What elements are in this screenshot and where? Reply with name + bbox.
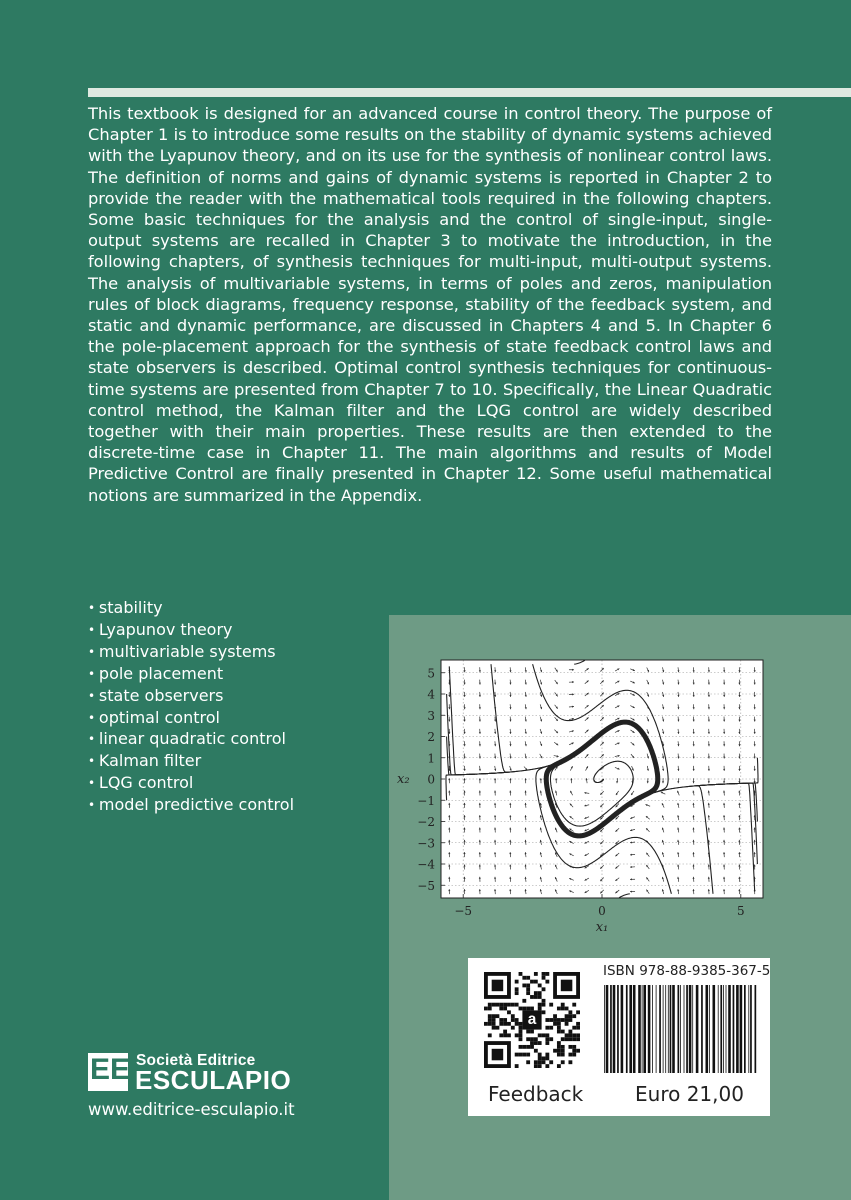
qr-module — [538, 1064, 542, 1068]
qr-module — [503, 1033, 507, 1037]
qr-module — [492, 1003, 496, 1007]
qr-module — [557, 1018, 561, 1022]
qr-module — [522, 984, 526, 988]
barcode-bar — [736, 985, 739, 1073]
barcode-bar — [733, 985, 735, 1073]
barcode-bar — [638, 985, 641, 1073]
qr-module — [488, 1022, 492, 1026]
qr-module — [492, 1018, 496, 1022]
barcode-bar — [665, 985, 666, 1073]
qr-module — [542, 1060, 546, 1064]
barcode-bar — [643, 985, 646, 1073]
qr-module — [572, 1053, 576, 1057]
barcode-bar — [684, 985, 685, 1073]
barcode-bar — [755, 985, 757, 1073]
qr-module — [568, 1033, 572, 1037]
x-tick-label: 5 — [736, 904, 745, 918]
barcode-bar — [652, 985, 653, 1073]
qr-module — [545, 1033, 549, 1037]
qr-module — [526, 976, 530, 980]
qr-module — [484, 1007, 488, 1011]
qr-module — [557, 1041, 561, 1045]
qr-module — [530, 1007, 534, 1011]
qr-module — [545, 1041, 549, 1045]
barcode-bar — [713, 985, 716, 1073]
qr-code[interactable] — [484, 972, 580, 1068]
publisher-name-line2: ESCULAPIO — [135, 1065, 292, 1095]
barcode-bar — [748, 985, 749, 1073]
qr-module — [507, 1022, 511, 1026]
qr-module — [565, 1022, 569, 1026]
keyword-item: • linear quadratic control — [88, 729, 294, 751]
qr-module — [538, 1003, 542, 1007]
qr-module — [568, 1060, 572, 1064]
qr-module — [553, 1049, 557, 1053]
qr-module — [499, 1007, 503, 1011]
qr-module — [511, 1026, 515, 1030]
qr-module — [561, 1060, 565, 1064]
barcode-bar — [696, 985, 699, 1073]
qr-module — [576, 1026, 580, 1030]
barcode-bar — [689, 985, 692, 1073]
keyword-item: • multivariable systems — [88, 642, 294, 664]
qr-module — [561, 1018, 565, 1022]
publisher-logo — [88, 1053, 298, 1093]
barcode-bar — [701, 985, 703, 1073]
barcode-bar — [750, 985, 752, 1073]
qr-module — [499, 1022, 503, 1026]
y-tick-label: −4 — [417, 857, 435, 872]
x-tick-label: −5 — [454, 904, 473, 918]
qr-module — [538, 995, 542, 999]
qr-module — [515, 987, 519, 991]
barcode-bar — [740, 985, 743, 1073]
keyword-list — [88, 598, 294, 817]
qr-module — [576, 1010, 580, 1014]
qr-module — [538, 1033, 542, 1037]
publisher-mark-letters: EE — [90, 1053, 131, 1086]
qr-module — [565, 1033, 569, 1037]
qr-module — [572, 1033, 576, 1037]
qr-module — [561, 1030, 565, 1034]
qr-module — [530, 1037, 534, 1041]
y-tick-label: −1 — [417, 793, 435, 808]
qr-module — [572, 1003, 576, 1007]
qr-module — [561, 1003, 565, 1007]
barcode-bar — [709, 985, 710, 1073]
qr-module — [553, 1018, 557, 1022]
qr-module — [549, 1060, 553, 1064]
y-tick-label: 3 — [427, 708, 435, 723]
qr-module — [507, 1033, 511, 1037]
keyword-item: • model predictive control — [88, 795, 294, 817]
qr-module — [492, 1026, 496, 1030]
qr-module — [515, 1018, 519, 1022]
qr-module — [561, 1037, 565, 1041]
qr-module — [488, 1003, 492, 1007]
barcode-bar — [744, 985, 746, 1073]
qr-module — [576, 1033, 580, 1037]
qr-module — [511, 1014, 515, 1018]
qr-module — [534, 1060, 538, 1064]
qr-module — [568, 1053, 572, 1057]
qr-module — [572, 1045, 576, 1049]
qr-module — [545, 980, 549, 984]
qr-module — [519, 1053, 523, 1057]
qr-module — [568, 1037, 572, 1041]
phase-portrait-plot — [389, 648, 809, 938]
qr-module — [503, 1022, 507, 1026]
qr-module — [545, 1056, 549, 1060]
qr-module — [526, 1030, 530, 1034]
qr-module — [526, 1060, 530, 1064]
keyword-item: • state observers — [88, 686, 294, 708]
qr-module — [499, 1033, 503, 1037]
barcode-bar — [692, 985, 693, 1073]
qr-module — [488, 1007, 492, 1011]
qr-module — [557, 1007, 561, 1011]
qr-module — [565, 1037, 569, 1041]
qr-module — [549, 1026, 553, 1030]
barcode-bar — [648, 985, 651, 1073]
qr-module — [542, 1033, 546, 1037]
qr-module — [568, 1030, 572, 1034]
qr-module — [545, 1018, 549, 1022]
qr-module — [534, 991, 538, 995]
top-stripe — [88, 88, 851, 97]
qr-module — [526, 987, 530, 991]
qr-module — [538, 984, 542, 988]
qr-module — [511, 1018, 515, 1022]
qr-module — [515, 1022, 519, 1026]
barcode-bar — [626, 985, 628, 1073]
qr-module — [572, 1037, 576, 1041]
qr-module — [503, 1003, 507, 1007]
qr-module — [526, 984, 530, 988]
qr-module — [484, 1022, 488, 1026]
qr-module — [530, 1041, 534, 1045]
barcode-bar — [629, 985, 632, 1073]
qr-module — [565, 1007, 569, 1011]
qr-module — [538, 1060, 542, 1064]
qr-module — [526, 1053, 530, 1057]
qr-module — [534, 980, 538, 984]
qr-module — [576, 1037, 580, 1041]
isbn-label: ISBN 978-88-9385-367-5 — [603, 963, 771, 979]
qr-module — [515, 1064, 519, 1068]
barcode-bar — [606, 985, 609, 1073]
qr-module — [557, 1022, 561, 1026]
qr-module — [542, 999, 546, 1003]
keyword-item: • stability — [88, 598, 294, 620]
qr-module — [561, 1007, 565, 1011]
qr-module — [519, 1030, 523, 1034]
amazon-icon-glyph: a — [527, 1011, 537, 1029]
qr-module — [526, 991, 530, 995]
qr-module — [561, 1053, 565, 1057]
barcode-bar — [668, 985, 669, 1073]
qr-module — [557, 1045, 561, 1049]
qr-module — [515, 991, 519, 995]
qr-module — [568, 1010, 572, 1014]
price-label: Euro 21,00 — [635, 1082, 744, 1106]
y-tick-label: −3 — [417, 836, 435, 851]
barcode-bar — [642, 985, 643, 1073]
barcode-bar — [659, 985, 661, 1073]
qr-module — [542, 976, 546, 980]
qr-module — [526, 1037, 530, 1041]
qr-module — [526, 1007, 530, 1011]
qr-module — [507, 1010, 511, 1014]
barcode-bar — [621, 985, 624, 1073]
barcode-bar — [672, 985, 675, 1073]
qr-module — [519, 1037, 523, 1041]
qr-module — [538, 1053, 542, 1057]
isbn-barcode — [604, 985, 760, 1073]
keyword-item: • pole placement — [88, 664, 294, 686]
barcode-bar — [613, 985, 616, 1073]
qr-module — [499, 1018, 503, 1022]
qr-module — [557, 1064, 561, 1068]
barcode-bar — [663, 985, 664, 1073]
qr-module — [530, 1045, 534, 1049]
y-tick-label: −5 — [417, 878, 435, 893]
qr-module — [515, 980, 519, 984]
barcode-bar — [670, 985, 672, 1073]
keyword-item: • Lyapunov theory — [88, 620, 294, 642]
qr-module — [519, 972, 523, 976]
barcode-bar — [686, 985, 688, 1073]
qr-module — [568, 1045, 572, 1049]
qr-module — [507, 1003, 511, 1007]
qr-module — [496, 1014, 500, 1018]
qr-module — [519, 1022, 523, 1026]
y-tick-label: 5 — [427, 666, 435, 681]
barcode-bar — [604, 985, 605, 1073]
qr-module — [542, 1056, 546, 1060]
qr-module — [553, 1022, 557, 1026]
barcode-bar — [706, 985, 709, 1073]
qr-module — [519, 1026, 523, 1030]
keyword-item: • optimal control — [88, 708, 294, 730]
blurb-text: This textbook is designed for an advanced course in control theory. The purpose of Chapter 1 is to introduce some results on the stability of dynamic systems achieved with the Lyapunov theory, and on its use for the synthesis of nonlinear control laws. The definition of norms and gains of dynamic systems is reported in Chapter 2 to provide the reader with the mathematical tools required in the following chapters. Some basic techniques for the analysis and the control of single-input, single-output systems are recalled in Chapter 3 to motivate the introduction, in the following chapters, of synthesis techniques for multi-input, multi-output systems. The analysis of multivariable systems, in terms of poles and zeros, manipulation rules of block diagrams, frequency response, stability of the feedback system, and static and dynamic performance, are discussed in Chapters 4 and 5. In Chapter 6 the pole-placement approach for the synthesis of state feedback control laws and state observers is described. Optimal control synthesis techniques for continuous-time systems are presented from Chapter 7 to 10. Specifically, the Linear Quadratic control method, the Kalman filter and the LQG control are widely described together with their main properties. These results are then extended to the discrete-time case in Chapter 11. The main algorithms and results of Model Predictive Control are finally presented in Chapter 12. Some useful mathematical notions are summarized in the Appendix. — [88, 104, 772, 505]
qr-module — [557, 1030, 561, 1034]
qr-module — [496, 1003, 500, 1007]
qr-module — [515, 1053, 519, 1057]
barcode-bar — [728, 985, 731, 1073]
barcode-bar — [720, 985, 722, 1073]
qr-module — [545, 972, 549, 976]
qr-module — [519, 1033, 523, 1037]
qr-module — [503, 1030, 507, 1034]
qr-module — [538, 1041, 542, 1045]
qr-module — [549, 1003, 553, 1007]
qr-module — [522, 999, 526, 1003]
qr-module — [538, 1007, 542, 1011]
qr-module — [545, 1037, 549, 1041]
barcode-bar — [610, 985, 612, 1073]
qr-module — [503, 1007, 507, 1011]
publisher-mark — [88, 1053, 131, 1091]
y-tick-label: 0 — [427, 772, 435, 787]
qr-module — [515, 1033, 519, 1037]
publisher-name-line1: Società Editrice — [136, 1052, 256, 1069]
x-axis-label: x₁ — [595, 920, 609, 935]
keyword-item: • Kalman filter — [88, 751, 294, 773]
qr-module — [515, 1003, 519, 1007]
qr-module — [534, 1041, 538, 1045]
qr-module — [538, 991, 542, 995]
qr-module — [542, 1010, 546, 1014]
barcode-bar — [633, 985, 636, 1073]
barcode-bar — [726, 985, 727, 1073]
qr-module — [557, 1053, 561, 1057]
qr-module — [557, 1026, 561, 1030]
qr-module — [545, 1053, 549, 1057]
qr-module — [534, 1049, 538, 1053]
qr-module — [519, 1045, 523, 1049]
qr-module — [542, 1003, 546, 1007]
qr-module — [572, 1026, 576, 1030]
qr-module — [557, 1049, 561, 1053]
qr-module — [568, 1014, 572, 1018]
qr-module — [553, 1014, 557, 1018]
qr-module — [519, 1007, 523, 1011]
x-tick-label: 0 — [598, 904, 606, 918]
qr-module — [530, 995, 534, 999]
qr-module — [534, 995, 538, 999]
qr-module — [534, 1064, 538, 1068]
publisher-website[interactable]: www.editrice-esculapio.it — [88, 1100, 295, 1119]
qr-module — [565, 1014, 569, 1018]
barcode-bar — [678, 985, 680, 1073]
qr-module — [522, 1007, 526, 1011]
qr-module — [576, 1049, 580, 1053]
qr-module — [565, 1018, 569, 1022]
qr-module — [488, 1018, 492, 1022]
qr-module — [496, 1026, 500, 1030]
qr-module — [542, 987, 546, 991]
y-tick-label: −2 — [417, 815, 435, 829]
qr-module — [545, 1064, 549, 1068]
qr-module — [499, 1003, 503, 1007]
qr-module — [542, 972, 546, 976]
qr-module — [530, 980, 534, 984]
barcode-bar — [723, 985, 724, 1073]
qr-module — [538, 1056, 542, 1060]
qr-module — [534, 972, 538, 976]
y-tick-label: 1 — [427, 751, 435, 766]
qr-module — [492, 1022, 496, 1026]
qr-module — [576, 1022, 580, 1026]
qr-module — [522, 976, 526, 980]
barcode-bar — [656, 985, 657, 1073]
y-tick-label: 4 — [427, 687, 435, 702]
qr-module — [530, 1030, 534, 1034]
qr-module — [511, 1003, 515, 1007]
qr-module — [522, 1053, 526, 1057]
barcode-bar — [718, 985, 719, 1073]
y-tick-label: 2 — [427, 730, 435, 744]
keyword-item: • LQG control — [88, 773, 294, 795]
qr-module — [561, 1049, 565, 1053]
qr-module — [492, 1014, 496, 1018]
qr-module — [572, 1049, 576, 1053]
barcode-bar — [680, 985, 681, 1073]
y-axis-label: x₂ — [397, 772, 410, 787]
qr-module — [549, 1037, 553, 1041]
qr-module — [488, 1033, 492, 1037]
qr-module — [526, 1045, 530, 1049]
qr-module — [488, 1014, 492, 1018]
feedback-label: Feedback — [488, 1082, 584, 1106]
qr-module — [568, 1018, 572, 1022]
barcode-box — [468, 958, 770, 1116]
barcode-bar — [617, 985, 619, 1073]
qr-module — [561, 1045, 565, 1049]
qr-module — [534, 1037, 538, 1041]
qr-module — [572, 1014, 576, 1018]
qr-module — [545, 1026, 549, 1030]
qr-module — [549, 1018, 553, 1022]
qr-module — [522, 1045, 526, 1049]
qr-module — [503, 1018, 507, 1022]
